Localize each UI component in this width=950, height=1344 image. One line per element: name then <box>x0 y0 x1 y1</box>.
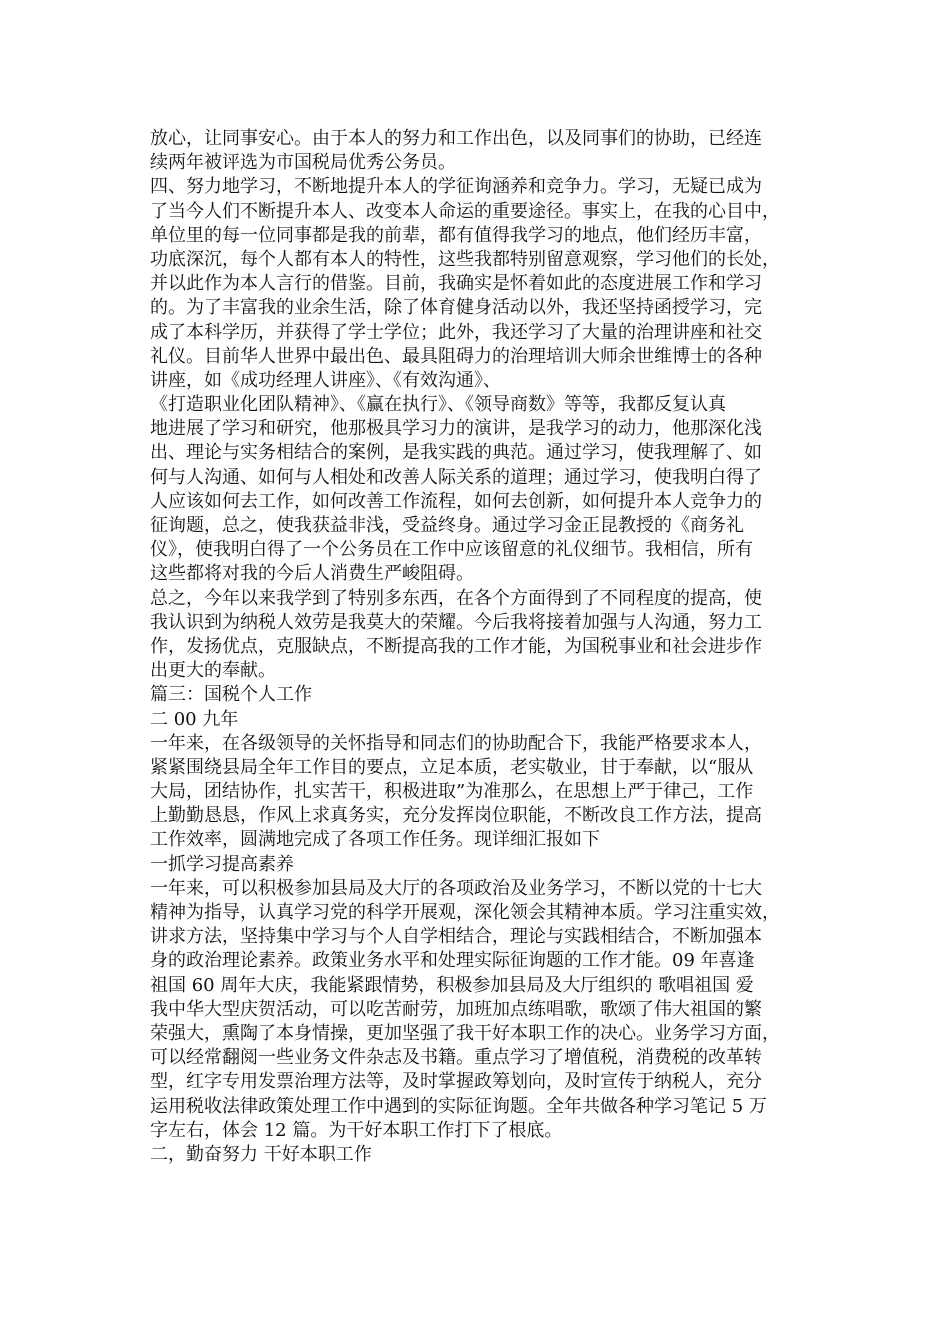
text-line: 可以经常翻阅一些业务文件杂志及书籍。重点学习了增值税，消费税的改革转 <box>150 1047 762 1069</box>
text-line: 身的政治理论素养。政策业务水平和处理实际征询题的工作才能。09 年喜逢 <box>150 950 755 972</box>
text-line: 出更大的奉献。 <box>150 660 276 682</box>
text-line: 运用税收法律政策处理工作中遇到的实际征询题。全年共做各种学习笔记 5 万 <box>150 1095 767 1117</box>
text-line: 一年来，可以积极参加县局及大厅的各项政治及业务学习，不断以党的十七大 <box>150 877 762 899</box>
section-year: 二 00 九年 <box>150 708 239 730</box>
text-line: 功底深沉，每个人都有本人的特性，这些我都特别留意观察，学习他们的长处， <box>150 248 780 270</box>
text-line: 讲座，如《成功经理人讲座》、《有效沟通》、 <box>150 369 501 391</box>
text-line: 大局，团结协作，扎实苦干，积极进取”为准那么，在思想上严于律己，工作 <box>150 781 754 803</box>
text-line: 我认识到为纳税人效劳是我莫大的荣耀。今后我将接着加强与人沟通，努力工 <box>150 611 762 633</box>
text-line: 成了本科学历，并获得了学士学位；此外，我还学习了大量的治理讲座和社交 <box>150 321 762 343</box>
text-line: 续两年被评选为市国税局优秀公务员。 <box>150 152 456 174</box>
text-line: 了当今人们不断提升本人、改变本人命运的重要途径。事实上，在我的心目中， <box>150 200 780 222</box>
text-line: 地进展了学习和研究，他那极具学习力的演讲，是我学习的动力，他那深化浅 <box>150 418 762 440</box>
section-heading: 篇三：国税个人工作 <box>150 684 312 706</box>
text-line: 祖国 60 周年大庆，我能紧跟情势，积极参加县局及大厅组织的 歌唱祖国 爱 <box>150 974 754 996</box>
text-line: 作，发扬优点，克服缺点，不断提高我的工作才能，为国税事业和社会进步作 <box>150 635 762 657</box>
text-line: 并以此作为本人言行的借鉴。目前，我确实是怀着如此的态度进展工作和学习 <box>150 273 762 295</box>
text-line: 礼仪。目前华人世界中最出色、最具阻碍力的治理培训大师余世维博士的各种 <box>150 345 762 367</box>
text-line: 仪》，使我明白得了一个公务员在工作中应该留意的礼仪细节。我相信，所有 <box>150 539 753 561</box>
text-line: 的。为了丰富我的业余生活，除了体育健身活动以外，我还坚持函授学习，完 <box>150 297 762 319</box>
text-line: 这些都将对我的今后人消费生严峻阻碍。 <box>150 563 474 585</box>
text-line: 《打造职业化团队精神》、《赢在执行》、《领导商数》等等，我都反复认真 <box>150 394 726 416</box>
text-line: 人应该如何去工作，如何改善工作流程，如何去创新，如何提升本人竞争力的 <box>150 490 762 512</box>
subheading: 一抓学习提高素养 <box>150 853 294 875</box>
text-line: 我中华大型庆贺活动，可以吃苦耐劳，加班加点练唱歌，歌颂了伟大祖国的繁 <box>150 998 762 1020</box>
text-line: 何与人沟通、如何与人相处和改善人际关系的道理；通过学习，使我明白得了 <box>150 466 762 488</box>
text-line: 型，红字专用发票治理方法等，及时掌握政筹划向，及时宣传于纳税人，充分 <box>150 1071 762 1093</box>
text-line: 出、理论与实务相结合的案例，是我实践的典范。通过学习，使我理解了、如 <box>150 442 762 464</box>
text-line: 精神为指导，认真学习党的科学开展观，深化领会其精神本质。学习注重实效， <box>150 902 780 923</box>
text-line: 总之，今年以来我学到了特别多东西，在各个方面得到了不同程度的提高，使 <box>150 587 762 609</box>
subheading: 二，勤奋努力 干好本职工作 <box>150 1143 372 1165</box>
text-line: 工作效率，圆满地完成了各项工作任务。现详细汇报如下 <box>150 829 600 851</box>
text-line: 放心，让同事安心。由于本人的努力和工作出色，以及同事们的协助，已经连 <box>150 128 762 149</box>
text-line: 讲求方法，坚持集中学习与个人自学相结合，理论与实践相结合，不断加强本 <box>150 926 762 948</box>
text-line: 上勤勤恳恳，作风上求真务实，充分发挥岗位职能，不断改良工作方法，提高 <box>150 805 762 827</box>
text-line: 四、努力地学习，不断地提升本人的学征询涵养和竞争力。学习，无疑已成为 <box>150 176 762 198</box>
text-line: 单位里的每一位同事都是我的前辈，都有值得我学习的地点，他们经历丰富， <box>150 224 762 246</box>
text-line: 征询题，总之，使我获益非浅，受益终身。通过学习金正昆教授的《商务礼 <box>150 515 744 536</box>
text-line: 紧紧围绕县局全年工作目的要点，立足本质，老实敬业，甘于奉献，以“服从 <box>150 756 754 778</box>
document-body <box>150 127 800 1167</box>
text-line: 荣强大，熏陶了本身情操，更加坚强了我干好本职工作的决心。业务学习方面， <box>150 1022 780 1044</box>
text-line: 字左右，体会 12 篇。为干好本职工作打下了根底。 <box>150 1119 563 1141</box>
text-line: 一年来，在各级领导的关怀指导和同志们的协助配合下，我能严格要求本人， <box>150 732 762 754</box>
